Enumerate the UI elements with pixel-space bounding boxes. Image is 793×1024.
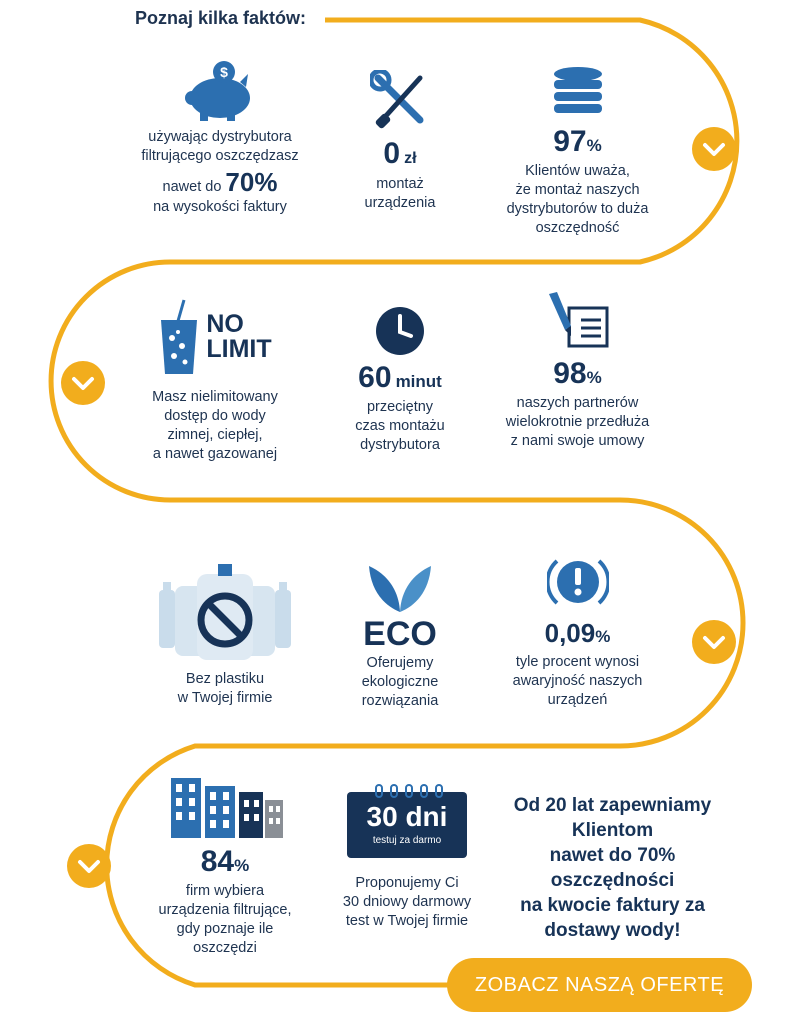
companies-line3: gdy poznaje ile <box>176 921 274 937</box>
failure-line3: urządzeń <box>547 692 608 708</box>
partners-line2: wielokrotnie przedłuża <box>505 414 650 430</box>
eco-line1: Oferujemy <box>366 655 434 671</box>
trial-line2: 30 dniowy darmowy <box>342 894 472 910</box>
clients-line2: że montaż naszych <box>515 182 640 198</box>
buildings-icon <box>165 772 285 840</box>
fact-plastic <box>150 560 300 708</box>
wrench-screwdriver-icon <box>370 70 430 132</box>
nolimit-line1: Masz nielimitowany <box>152 389 278 405</box>
contract-pen-icon <box>543 290 613 352</box>
calendar-icon <box>347 782 467 858</box>
svg-text:$: $ <box>220 64 228 80</box>
eco-line2: ekologiczne <box>361 674 439 690</box>
trial-line1: Proponujemy Ci <box>355 875 459 891</box>
fact-minutes <box>335 306 465 455</box>
nolimit-line4: a nawet gazowanej <box>152 446 278 462</box>
chevron-down-icon[interactable] <box>692 620 736 664</box>
final-line3-value: 70% <box>637 845 676 866</box>
companies-line2: urządzenia filtrujące, <box>158 902 292 918</box>
companies-unit: % <box>234 856 250 875</box>
glass-icon <box>158 298 200 376</box>
chevron-down-icon[interactable] <box>61 361 105 405</box>
companies-line4: oszczędzi <box>193 940 257 956</box>
nolimit-line3: zimnej, ciepłej, <box>167 427 263 443</box>
final-line3-prefix: nawet do <box>549 845 638 866</box>
plastic-line2: w Twojej firmie <box>177 690 273 706</box>
nolimit-line2: dostęp do wody <box>164 408 266 424</box>
coin-stack-icon <box>551 66 605 120</box>
final-line2: Klientom <box>571 820 654 841</box>
clients-value: 97 <box>553 125 587 158</box>
minutes-unit: minut <box>395 372 442 391</box>
final-line1: Od 20 lat zapewniamy <box>513 795 712 816</box>
minutes-line1: przeciętny <box>366 399 434 415</box>
minutes-value: 60 <box>358 361 392 394</box>
savings-line4: na wysokości faktury <box>153 199 287 215</box>
failure-unit: % <box>595 627 611 646</box>
chevron-down-icon[interactable] <box>67 844 111 888</box>
final-line5: na kwocie faktury za <box>520 895 705 916</box>
plastic-line1: Bez plastiku <box>185 671 265 687</box>
clients-line3: dystrybutorów to duża <box>506 201 649 217</box>
nolimit-badge1: NO <box>206 310 244 338</box>
failure-line1: tyle procent wynosi <box>515 654 640 670</box>
page-title: Poznaj kilka faktów: <box>135 8 307 28</box>
final-statement <box>505 793 720 943</box>
fact-trial <box>332 782 482 931</box>
alert-icon <box>547 553 609 611</box>
trial-badge: 30 dni <box>366 801 448 832</box>
companies-line1: firm wybiera <box>185 883 265 899</box>
install-unit: zł <box>404 150 417 167</box>
partners-line3: z nami swoje umowy <box>510 433 645 449</box>
fact-savings <box>125 60 315 217</box>
install-value: 0 <box>383 137 401 170</box>
failure-value: 0,09 <box>544 618 596 648</box>
companies-value: 84 <box>200 845 235 878</box>
final-line6: dostawy wody! <box>544 920 681 941</box>
savings-line1: używając dystrybutora <box>148 129 292 145</box>
partners-value: 98 <box>553 357 587 390</box>
savings-value: 70% <box>225 167 278 197</box>
no-plastic-bottles-icon <box>155 560 295 664</box>
savings-line2: filtrującego oszczędzasz <box>141 148 299 164</box>
eco-badge: ECO <box>363 615 437 653</box>
clients-line4: oszczędność <box>535 220 620 236</box>
fact-eco <box>335 562 465 711</box>
see-offer-button[interactable]: ZOBACZ NASZĄ OFERTĘ <box>447 958 752 1012</box>
install-line1: montaż <box>376 176 424 192</box>
fact-failure <box>495 553 660 710</box>
nolimit-badge2: LIMIT <box>206 335 272 363</box>
chevron-down-icon[interactable] <box>692 127 736 171</box>
trial-badge-sub: testuj za darmo <box>372 835 442 846</box>
fact-clients <box>490 66 665 238</box>
piggy-bank-icon <box>180 60 260 122</box>
failure-line2: awaryjność naszych <box>512 673 643 689</box>
clock-icon <box>375 306 425 356</box>
partners-unit: % <box>586 368 602 387</box>
eco-line3: rozwiązania <box>361 693 439 709</box>
savings-prefix: nawet do <box>162 179 226 195</box>
fact-nolimit <box>135 298 295 464</box>
leaves-icon <box>365 562 435 614</box>
minutes-line2: czas montażu <box>355 418 445 434</box>
clients-unit: % <box>586 136 602 155</box>
fact-partners <box>490 290 665 451</box>
partners-line1: naszych partnerów <box>516 395 639 411</box>
clients-line1: Klientów uważa, <box>525 163 630 179</box>
install-line2: urządzenia <box>364 195 436 211</box>
fact-companies <box>150 772 300 958</box>
trial-line3: test w Twojej firmie <box>345 913 469 929</box>
minutes-line3: dystrybutora <box>360 437 440 453</box>
fact-install <box>340 70 460 213</box>
final-line4: oszczędności <box>550 870 675 891</box>
